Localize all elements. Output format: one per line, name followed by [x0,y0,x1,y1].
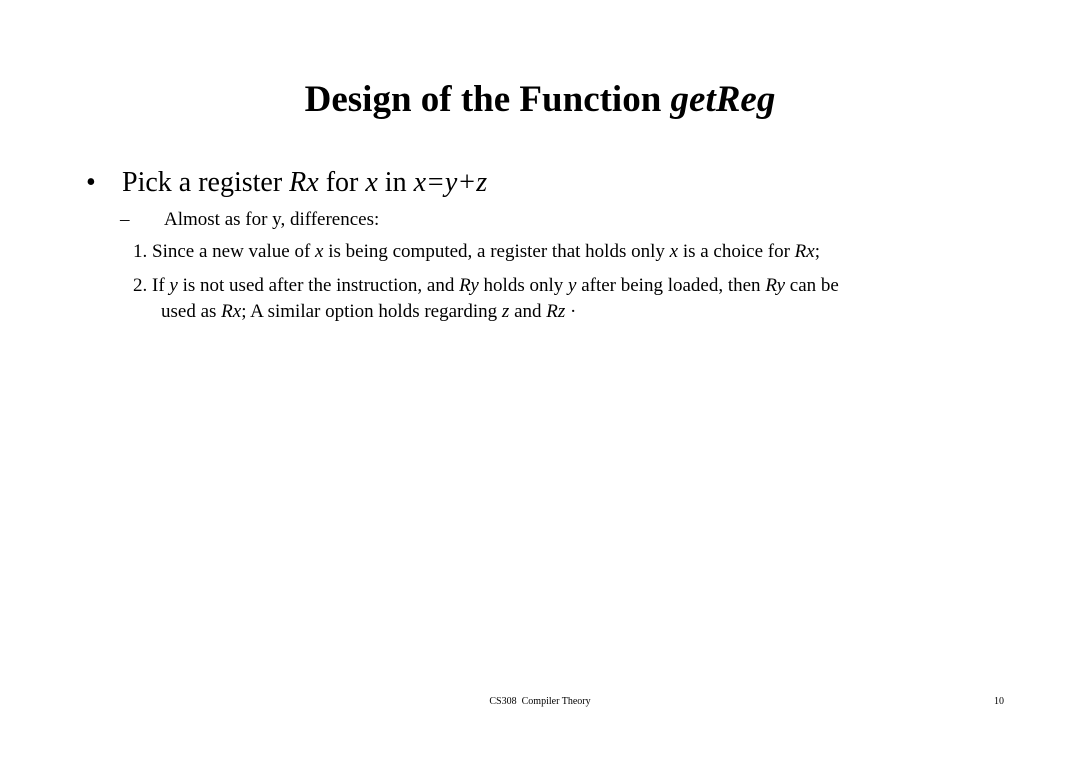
item2-z: z [501,301,510,322]
slide-title [0,76,1080,124]
item2-text-2: is not used after the instruction, and [177,275,460,296]
item2-text-1: 2. If [133,275,170,296]
item2-rz: Rz [546,301,566,322]
item1-text-3: is a choice for [678,241,795,262]
bullet-expression: x=y+z [413,167,488,198]
item1-rx: Rx [794,241,815,262]
bullet-text-3: in [377,167,414,198]
bullet-text-1: Pick a register [122,167,290,198]
item1-text-2: is being computed, a register that holds only [323,241,670,262]
sub-bullet-marker: – [120,209,130,230]
item2-text-6: used as [161,301,222,322]
item2-continuation [133,299,1013,325]
sub-bullet-text: Almost as for y, differences: [164,209,380,230]
item2-text-5: can be [785,275,839,296]
item1-x: x [315,241,324,262]
item1-text-1: 1. Since a new value of [133,241,316,262]
item2-rx: Rx [221,301,242,322]
item1-x2: x [669,241,679,262]
sub-bullet [120,207,379,233]
footer-course-name: CS308 Compiler Theory [489,696,591,707]
item2-text-9: · [565,301,577,322]
item2-text-3: holds only [478,275,568,296]
item2-y2: y [568,275,577,296]
item2-text-8: and [509,301,547,322]
bullet-rx: Rx [289,167,319,198]
title-text: Design of the Function [304,79,671,120]
bullet-x: x [365,167,378,198]
item2-text-7: ; A similar option holds regarding [241,301,502,322]
bullet-text-2: for [318,167,366,198]
numbered-item-1 [133,239,1013,265]
footer-page-number: 10 [994,696,1004,707]
title-function-name: getReg [670,79,776,120]
bullet-marker: • [86,167,96,198]
item2-y: y [169,275,178,296]
item1-text-4: ; [814,241,820,262]
item2-ry2: Ry [765,275,786,296]
numbered-item-2 [133,273,1013,325]
bullet-item [86,166,487,200]
item2-text-4: after being loaded, then [576,275,766,296]
item2-ry: Ry [459,275,479,296]
